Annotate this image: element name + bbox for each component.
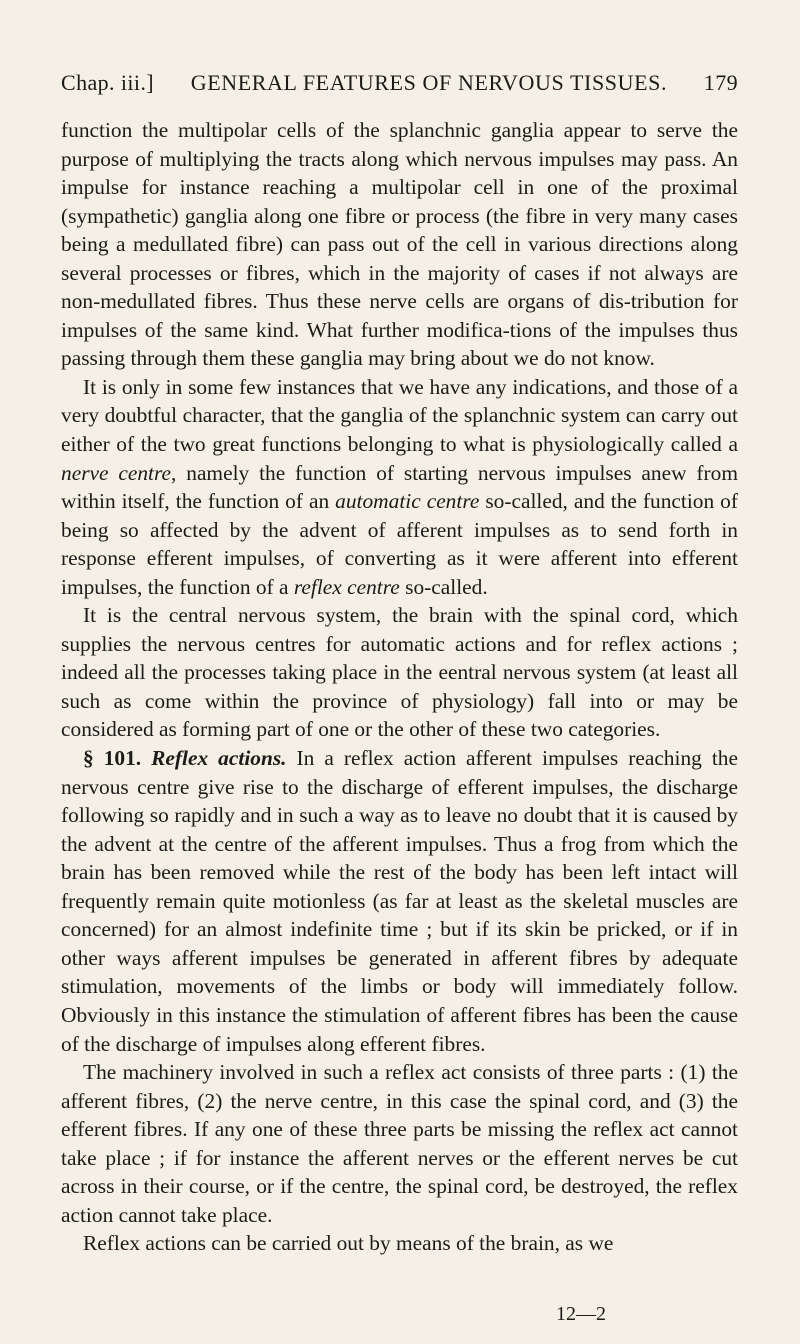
paragraph xyxy=(61,373,738,601)
signature-mark: 12—2 xyxy=(556,1303,606,1325)
italic-term: nerve centre xyxy=(61,460,172,485)
text-run: , namely the function of starting nervous impulses anew from within itself, the function of an xyxy=(61,460,738,514)
paragraph xyxy=(61,601,738,744)
text-run xyxy=(141,746,151,770)
chapter-label: Chap. iii.] xyxy=(61,70,155,95)
text-run: function the multipolar cells of the splanchnic ganglia appear to serve the purpose of multiplying the tracts along which nervous impulses may pass. An impulse for instance reaching a multipolar cell in one of the proximal (sympathetic) ganglia along one fibre or process (the fibre in very many cases being a medullated fibre) can pass out of the cell in various directions along several processes or fibres, which in the majority of cases if not always are non-medullated fibres. Thus these nerve cells are organs of dis-tribution for impulses of the same kind. What further modifica-tions of the impulses thus passing through them these ganglia may bring about we do not know. xyxy=(61,118,738,371)
section-number: § 101. xyxy=(83,746,142,771)
text-run: Reflex actions can be carried out by means of the brain, as we xyxy=(83,1231,614,1256)
paragraph xyxy=(61,744,738,1058)
text-run: In a reflex action afferent impulses reaching the nervous centre give rise to the discharge of efferent impulses, the discharge following so rapidly and in such a way as to leave no doubt that it is caused by the advent at the centre of the afferent impulses. Thus a frog from which the brain has been removed while the rest of the body has been left intact will frequently remain quite motionless (as far at least as the skeletal muscles are concerned) for an almost indefinite time ; but if its skin be pricked, or if in other ways afferent impulses be generated in afferent fibres by adequate stimulation, movements of the limbs or body will immediately follow. Obviously in this instance the stimulation of afferent fibres has been the cause of the discharge of impulses along efferent fibres. xyxy=(61,746,738,1056)
running-title: GENERAL FEATURES OF NERVOUS TISSUES. xyxy=(190,70,668,95)
paragraph xyxy=(61,1058,738,1229)
text-run: so-called. xyxy=(399,574,488,599)
italic-term: reflex centre xyxy=(293,574,400,599)
paragraph xyxy=(61,1229,738,1258)
body-text xyxy=(61,116,738,1258)
text-run: so-called, and the function of being so affected by the advent of afferent impulses as to send forth in response efferent impulses, of converting as it were afferent into efferent impulses, the function of a xyxy=(61,489,738,599)
page-number: 179 xyxy=(703,70,738,95)
text-run: The machinery involved in such a reflex act consists of three parts : (1) the afferent fibres, (2) the nerve centre, in this case the spinal cord, and (3) the efferent fibres. If any one of these three parts be missing the reflex act cannot take place ; if for instance the afferent nerves or the efferent nerves be cut across in their course, or if the centre, the spinal cord, be destroyed, the reflex action cannot take place. xyxy=(61,1060,738,1227)
section-title: Reflex actions. xyxy=(151,746,287,771)
text-run: It is the central nervous system, the brain with the spinal cord, which supplies the nervous centres for automatic actions and for reflex actions ; indeed all the processes taking place in the eentral nervous system (at least all such as come within the province of physiology) fall into or may be considered as forming part of one or the other of these two categories. xyxy=(61,603,738,742)
running-head xyxy=(61,70,738,100)
text-run: It is only in some few instances that we have any indications, and those of a very doubtful character, that the ganglia of the splanchnic system can carry out either of the two great functions belonging to what is physiologically called a xyxy=(61,374,738,457)
italic-term: automatic centre xyxy=(335,489,480,514)
paragraph xyxy=(61,116,738,373)
